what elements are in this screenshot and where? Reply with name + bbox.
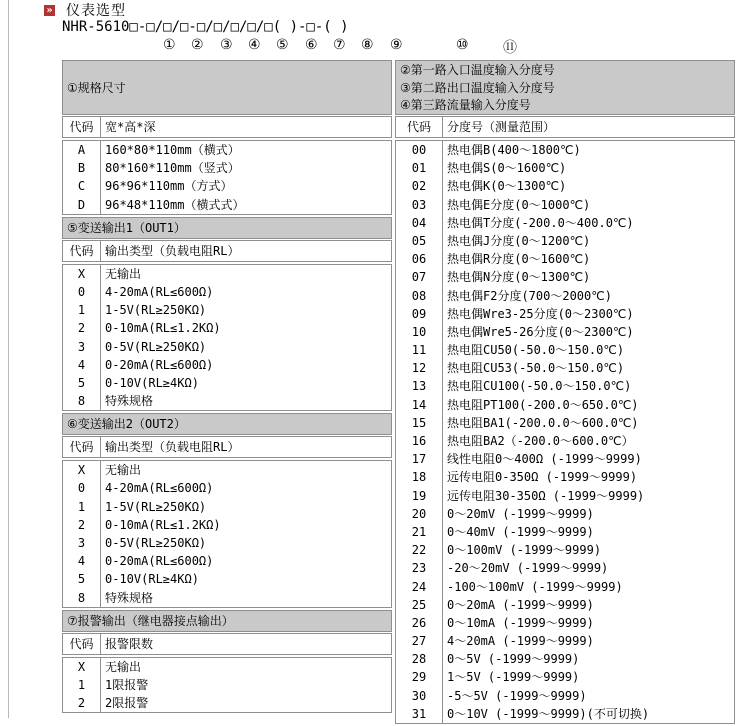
position-marker: ③ <box>220 37 233 53</box>
column-header-row <box>62 240 392 262</box>
column-header-row <box>62 633 392 655</box>
desc-cell: 热电偶T分度(-200.0～400.0℃) <box>447 215 634 230</box>
code-cell: 2 <box>63 319 101 337</box>
code-cell: 24 <box>396 578 443 596</box>
code-rows-table <box>62 264 392 412</box>
table-row <box>63 301 391 319</box>
table-row <box>396 377 734 395</box>
position-marker: ⑧ <box>361 37 374 53</box>
table-row <box>396 159 734 177</box>
code-cell: 27 <box>396 632 443 650</box>
code-cell: 30 <box>396 687 443 705</box>
desc-cell: 0～40mV (-1999～9999) <box>447 524 594 539</box>
table-row <box>63 392 391 410</box>
page-title: 仪表选型 <box>66 3 126 19</box>
desc-cell: 0-5V(RL≥250KΩ) <box>105 339 207 354</box>
section-header-band: ⑦报警输出（继电器接点输出） <box>62 610 392 632</box>
desc-cell: 热电偶B(400～1800℃) <box>447 143 581 157</box>
desc-cell: 4-20mA(RL≤600Ω) <box>105 481 214 496</box>
code-rows-table <box>62 657 392 714</box>
desc-cell: -100～100mV (-1999～9999) <box>447 579 623 594</box>
code-cell: 4 <box>63 552 101 570</box>
table-row <box>63 265 391 283</box>
table-row <box>63 676 391 694</box>
desc-cell: 热电偶S(0～1600℃) <box>447 161 567 176</box>
table-row <box>396 523 734 541</box>
table-row <box>63 374 391 392</box>
desc-cell: 热电偶E分度(0～1000℃) <box>447 197 591 212</box>
code-cell: 05 <box>396 232 443 250</box>
code-cell: 5 <box>63 570 101 588</box>
code-cell: 00 <box>396 141 443 159</box>
code-cell: 22 <box>396 541 443 559</box>
section-header-band: ①规格尺寸 <box>62 60 392 115</box>
table-row <box>396 341 734 359</box>
desc-cell: 热电偶F2分度(700～2000℃) <box>447 288 612 303</box>
code-cell: 12 <box>396 359 443 377</box>
code-cell: 08 <box>396 287 443 305</box>
code-column-header: 代码 <box>63 634 101 654</box>
table-row <box>396 650 734 668</box>
table-row <box>396 396 734 414</box>
code-cell: 01 <box>396 159 443 177</box>
code-cell: 07 <box>396 268 443 286</box>
table-row <box>396 541 734 559</box>
code-rows-table <box>62 460 392 608</box>
table-row <box>396 668 734 686</box>
code-cell: 4 <box>63 356 101 374</box>
desc-cell: 2限报警 <box>105 696 149 711</box>
table-row <box>396 687 734 705</box>
code-cell: 2 <box>63 694 101 712</box>
desc-cell: 0～20mV (-1999～9999) <box>447 506 594 521</box>
code-cell: 8 <box>63 589 101 607</box>
code-rows-table <box>395 140 735 724</box>
table-row <box>396 578 734 596</box>
position-marker: ⑦ <box>333 37 346 53</box>
code-cell: 10 <box>396 323 443 341</box>
table-row <box>63 498 391 516</box>
section-header-line: ③第二路出口温度输入分度号 <box>400 80 555 95</box>
desc-cell: 无输出 <box>105 463 142 478</box>
table-row <box>396 232 734 250</box>
desc-cell: 1-5V(RL≥250KΩ) <box>105 499 207 514</box>
table-row <box>63 356 391 374</box>
table-row <box>396 359 734 377</box>
table-row <box>63 283 391 301</box>
section-header-band <box>395 60 735 115</box>
desc-cell: 特殊规格 <box>105 590 154 605</box>
column-header-row <box>395 116 735 138</box>
code-cell: 20 <box>396 505 443 523</box>
desc-cell: 无输出 <box>105 266 142 281</box>
table-row <box>396 487 734 505</box>
desc-cell: 1-5V(RL≥250KΩ) <box>105 303 207 318</box>
code-cell: X <box>63 265 101 283</box>
table-row <box>63 694 391 712</box>
table-row <box>63 658 391 676</box>
table-row <box>396 305 734 323</box>
desc-cell: 热电偶R分度(0～1600℃) <box>447 252 591 267</box>
section-header-band: ⑤变送输出1（OUT1） <box>62 217 392 239</box>
table-row <box>63 552 391 570</box>
desc-cell: 0-10V(RL≥4KΩ) <box>105 375 199 390</box>
code-cell: 31 <box>396 705 443 723</box>
position-marker: ① <box>163 37 176 53</box>
desc-cell: 热电阻BA2（-200.0～600.0℃） <box>447 434 634 448</box>
code-cell: 16 <box>396 432 443 450</box>
table-row <box>396 450 734 468</box>
selection-table <box>62 60 735 726</box>
table-row <box>396 632 734 650</box>
code-cell: 26 <box>396 614 443 632</box>
desc-cell: 80*160*110mm（竖式） <box>105 161 240 176</box>
section-header-line: ②第一路入口温度输入分度号 <box>400 63 555 77</box>
table-row <box>396 614 734 632</box>
section-header-band: ⑥变送输出2（OUT2） <box>62 413 392 435</box>
code-rows-table <box>62 140 392 215</box>
table-row <box>396 323 734 341</box>
desc-cell: 无输出 <box>105 659 142 674</box>
table-row <box>396 177 734 195</box>
table-row <box>396 414 734 432</box>
desc-cell: 0～10mA (-1999～9999) <box>447 615 594 630</box>
desc-cell: 96*48*110mm（横式式） <box>105 197 245 212</box>
code-cell: C <box>63 177 101 195</box>
desc-column-header: 输出类型（负载电阻RL） <box>105 243 240 258</box>
code-cell: 18 <box>396 468 443 486</box>
code-cell: A <box>63 141 101 159</box>
position-marker: ⑩ <box>456 37 469 53</box>
table-row <box>396 432 734 450</box>
code-cell: 1 <box>63 676 101 694</box>
desc-cell: 4-20mA(RL≤600Ω) <box>105 284 214 299</box>
desc-column-header: 宽*高*深 <box>105 120 156 134</box>
table-row <box>63 589 391 607</box>
desc-cell: 0～20mA (-1999～9999) <box>447 597 594 612</box>
table-row <box>63 461 391 479</box>
desc-cell: 远传电阻30-350Ω (-1999～9999) <box>447 488 645 503</box>
desc-cell: 0-5V(RL≥250KΩ) <box>105 536 207 550</box>
table-row <box>63 141 391 159</box>
code-cell: 04 <box>396 214 443 232</box>
code-cell: 0 <box>63 283 101 301</box>
position-marker: ② <box>191 37 204 53</box>
code-cell: 14 <box>396 396 443 414</box>
model-code-line: NHR-5610□-□/□/□-□/□/□/□/□( )-□-( ) <box>62 19 349 35</box>
code-cell: 13 <box>396 377 443 395</box>
right-column <box>395 60 735 726</box>
code-cell: D <box>63 196 101 214</box>
code-cell: 09 <box>396 305 443 323</box>
table-row <box>396 505 734 523</box>
left-column <box>62 60 392 715</box>
code-cell: 25 <box>396 596 443 614</box>
code-cell: B <box>63 159 101 177</box>
desc-cell: 0-10mA(RL≤1.2KΩ) <box>105 517 221 532</box>
position-marker: ⑨ <box>390 37 403 53</box>
desc-cell: 0～5V (-1999～9999) <box>447 652 580 667</box>
code-cell: 17 <box>396 450 443 468</box>
code-cell: 06 <box>396 250 443 268</box>
code-cell: 1 <box>63 498 101 516</box>
desc-cell: 1～5V (-1999～9999) <box>447 670 580 685</box>
code-cell: X <box>63 461 101 479</box>
position-marker: ⑥ <box>305 37 318 53</box>
desc-cell: 热电偶Wre5-26分度(0～2300℃) <box>447 324 634 339</box>
desc-cell: 0-20mA(RL≤600Ω) <box>105 554 214 569</box>
table-row <box>63 516 391 534</box>
desc-cell: 热电阻CU53(-50.0～150.0℃) <box>447 361 625 376</box>
table-row <box>396 250 734 268</box>
code-cell: 11 <box>396 341 443 359</box>
code-cell: 2 <box>63 516 101 534</box>
desc-cell: 热电偶K(0～1300℃) <box>447 179 567 194</box>
desc-column-header: 报警限数 <box>105 636 154 651</box>
code-cell: 21 <box>396 523 443 541</box>
table-row <box>396 141 734 159</box>
table-row <box>63 570 391 588</box>
code-column-header: 代码 <box>63 437 101 457</box>
desc-cell: 96*96*110mm（方式） <box>105 179 233 194</box>
desc-cell: 线性电阻0～400Ω (-1999～9999) <box>447 452 642 467</box>
page-left-frame-line <box>8 0 9 718</box>
code-cell: 3 <box>63 534 101 552</box>
desc-cell: 4～20mA (-1999～9999) <box>447 634 594 649</box>
column-header-row <box>62 116 392 138</box>
desc-cell: 特殊规格 <box>105 394 154 409</box>
position-marker: ⑪ <box>503 40 517 56</box>
table-row <box>63 196 391 214</box>
table-row <box>63 159 391 177</box>
code-cell: 23 <box>396 559 443 577</box>
table-row <box>396 596 734 614</box>
desc-cell: 热电偶N分度(0～1300℃) <box>447 270 591 285</box>
table-row <box>63 177 391 195</box>
desc-cell: 0-20mA(RL≤600Ω) <box>105 357 214 372</box>
section-title-row <box>44 3 126 17</box>
desc-cell: 160*80*110mm（横式） <box>105 143 240 157</box>
position-marker: ⑤ <box>276 37 289 53</box>
table-row <box>396 468 734 486</box>
desc-cell: 热电偶J分度(0～1200℃) <box>447 233 591 248</box>
code-cell: 19 <box>396 487 443 505</box>
code-cell: 02 <box>396 177 443 195</box>
table-row <box>396 196 734 214</box>
code-cell: 8 <box>63 392 101 410</box>
desc-cell: 热电偶Wre3-25分度(0～2300℃) <box>447 306 634 321</box>
red-arrow-bullet-icon: » <box>44 5 55 16</box>
desc-cell: 1限报警 <box>105 677 149 692</box>
desc-cell: 热电阻CU100(-50.0～150.0℃) <box>447 379 632 394</box>
code-cell: 29 <box>396 668 443 686</box>
desc-cell: 0-10mA(RL≤1.2KΩ) <box>105 321 221 336</box>
table-row <box>396 214 734 232</box>
code-cell: 1 <box>63 301 101 319</box>
desc-cell: 0～100mV (-1999～9999) <box>447 543 602 558</box>
code-column-header: 代码 <box>63 241 101 261</box>
desc-cell: 0-10V(RL≥4KΩ) <box>105 572 199 587</box>
table-row <box>63 338 391 356</box>
table-row <box>396 287 734 305</box>
desc-cell: 远传电阻0-350Ω (-1999～9999) <box>447 470 638 485</box>
desc-cell: -20～20mV (-1999～9999) <box>447 561 609 576</box>
code-cell: 15 <box>396 414 443 432</box>
position-marker: ④ <box>248 37 261 53</box>
desc-column-header: 输出类型（负载电阻RL） <box>105 440 240 455</box>
table-row <box>63 479 391 497</box>
code-cell: X <box>63 658 101 676</box>
desc-cell: 热电阻BA1(-200.0.0～600.0℃) <box>447 415 639 430</box>
code-cell: 3 <box>63 338 101 356</box>
position-markers <box>0 37 744 56</box>
desc-cell: 热电阻PT100(-200.0～650.0℃) <box>447 397 639 412</box>
table-row <box>396 559 734 577</box>
section-header-line: ④第三路流量输入分度号 <box>400 98 531 113</box>
column-header-row <box>62 436 392 458</box>
code-cell: 5 <box>63 374 101 392</box>
table-row <box>396 705 734 723</box>
code-column-header: 代码 <box>63 117 101 137</box>
desc-cell: 0～10V (-1999～9999)(不可切换) <box>447 706 650 721</box>
code-cell: 03 <box>396 196 443 214</box>
code-column-header: 代码 <box>396 117 443 137</box>
table-row <box>396 268 734 286</box>
code-cell: 0 <box>63 479 101 497</box>
code-cell: 28 <box>396 650 443 668</box>
desc-cell: 热电阻CU50(-50.0～150.0℃) <box>447 343 625 358</box>
table-row <box>63 319 391 337</box>
table-row <box>63 534 391 552</box>
desc-column-header: 分度号（测量范围） <box>447 120 556 134</box>
desc-cell: -5～5V (-1999～9999) <box>447 688 587 703</box>
